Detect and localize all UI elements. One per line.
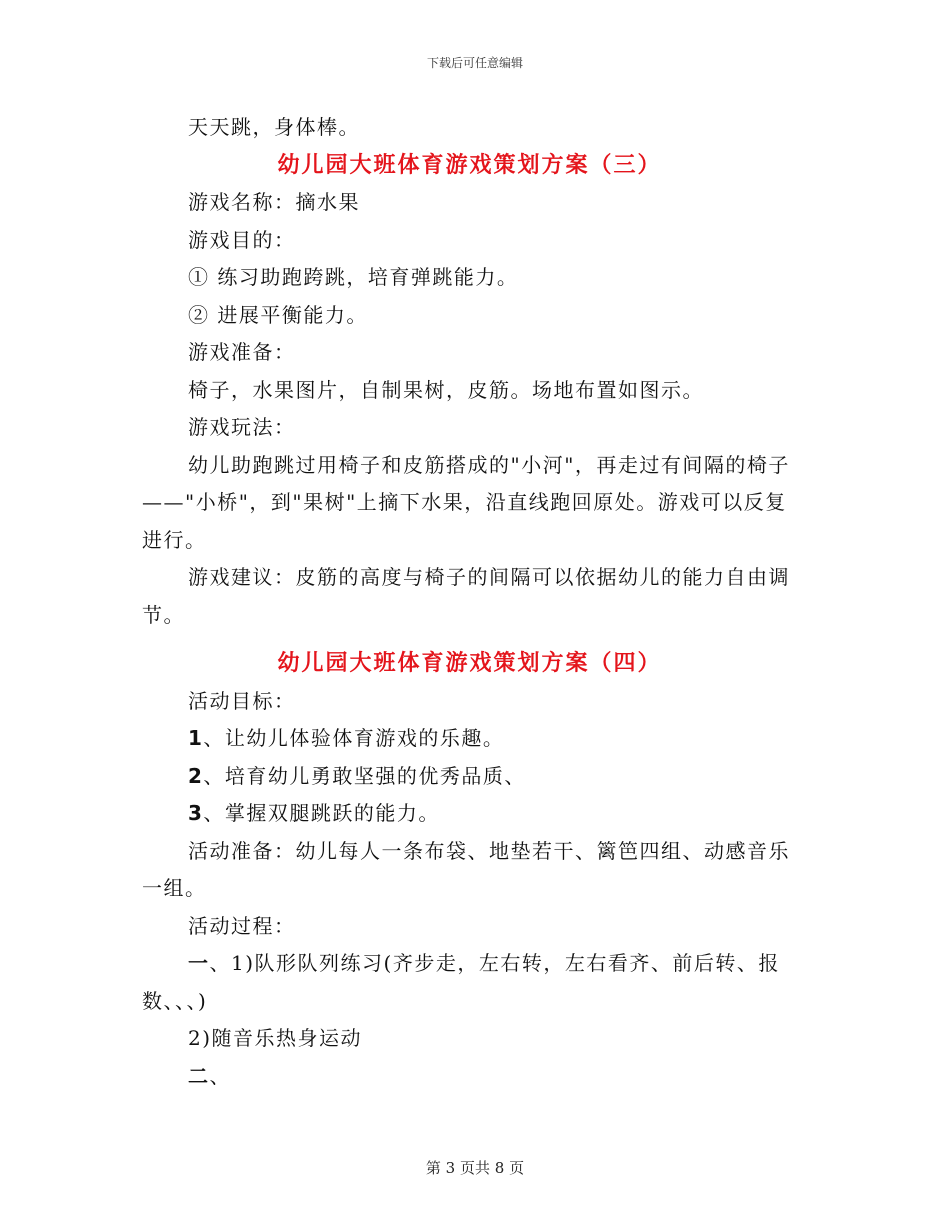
document-body [142,109,797,1095]
section-title-3: 幼儿园大班体育游戏策划方案（三） [277,151,662,178]
goal-number: 2 [188,763,204,788]
section-title-4: 幼儿园大班体育游戏策划方案（四） [277,650,662,676]
goal-text: 、培育幼儿勇敢坚强的优秀品质、 [203,763,526,788]
game-suggestion: 游戏建议：皮筋的高度与椅子的间隔可以依据幼儿的能力自由调节。 [142,565,790,627]
activity-step-2 [142,1058,797,1096]
step-text: 、1)队形队列练习(齐步走，左右转，左右看齐、前后转、报数、、、) [142,951,780,1013]
activity-step-1b: 2)随音乐热身运动 [188,1026,363,1050]
activity-goal-2 [142,758,797,796]
step-number: 一 [188,951,210,975]
goal-text: 、掌握双腿跳跃的能力。 [203,801,440,825]
game-goal-heading: 游戏目的： [188,227,296,252]
game-goal-1: ① 练习助跑跨跳，培育弹跳能力。 [188,265,519,289]
activity-goal-1 [142,720,797,758]
game-goal-2: ② 进展平衡能力。 [188,302,368,327]
game-prep-heading: 游戏准备： [188,340,296,364]
activity-step-1 [142,945,797,1020]
activity-process-heading: 活动过程： [188,913,296,938]
activity-goal-heading: 活动目标： [188,688,296,713]
activity-goal-3 [142,795,797,833]
game-name: 游戏名称：摘水果 [188,190,360,214]
paragraph-closing-line: 天天跳，身体棒。 [188,115,360,139]
page-header: 下载后可任意编辑 [426,56,523,70]
game-play-text: 幼儿助跑跳过用椅子和皮筋搭成的"小河"，再走过有间隔的椅子——"小桥"，到"果树"上摘下水果，沿直线跑回原处。游戏可以反复进行。 [142,452,790,552]
goal-number: 3 [188,801,204,825]
game-play-heading: 游戏玩法： [188,415,296,439]
game-prep-text: 椅子，水果图片，自制果树，皮筋。场地布置如图示。 [188,377,704,402]
goal-number: 1 [188,726,204,750]
activity-prep: 活动准备：幼儿每人一条布袋、地垫若干、篱笆四组、动感音乐一组。 [142,838,790,900]
step-text: 、 [209,1063,231,1088]
goal-text: 、让幼儿体验体育游戏的乐趣。 [203,726,505,750]
step-number: 二 [188,1063,210,1088]
page-footer: 第 3 页共 8 页 [425,1159,525,1177]
